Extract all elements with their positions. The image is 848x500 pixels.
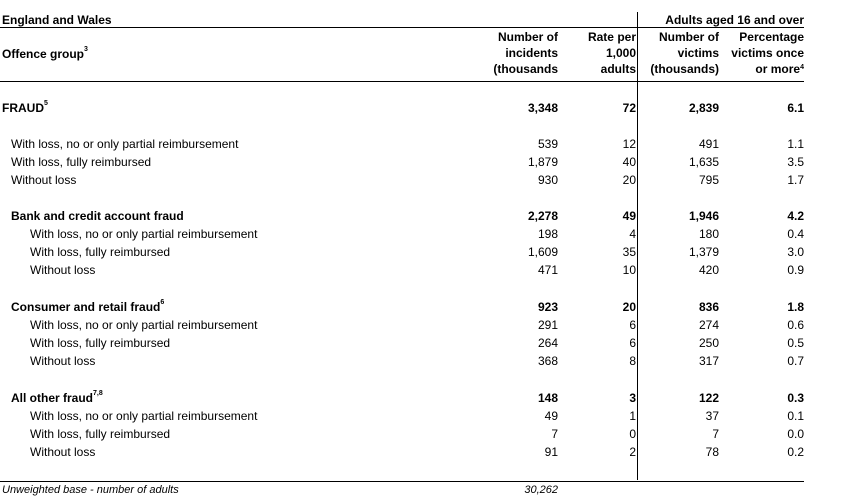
table-cell: 198 — [537, 227, 558, 241]
table-cell: 6 — [629, 336, 636, 350]
table-cell: 91 — [544, 445, 558, 459]
row-label — [30, 409, 257, 423]
row-label-text: With loss, fully reimbursed — [30, 245, 171, 259]
table-cell: 4.2 — [787, 209, 804, 223]
table-cell: 78 — [705, 445, 719, 459]
footnote-marker: 5 — [44, 100, 48, 107]
table-cell: 368 — [537, 354, 558, 368]
row-label — [30, 318, 257, 332]
row-label — [30, 354, 95, 368]
table-cell: 1.7 — [787, 173, 804, 187]
rate-header: Rate per 1,000 adults — [587, 30, 636, 76]
table-cell: 1,879 — [527, 155, 558, 169]
row-label — [30, 245, 170, 259]
top-rule — [0, 27, 804, 28]
footnote-marker: 6 — [160, 299, 165, 306]
table-cell: 836 — [698, 300, 719, 314]
row-label — [2, 101, 48, 115]
footnote-marker: 7,8 — [93, 390, 103, 397]
table-cell: 923 — [537, 300, 558, 314]
row-label — [11, 173, 76, 187]
row-label — [30, 336, 170, 350]
row-label — [11, 137, 238, 151]
table-cell: 1,609 — [527, 245, 558, 259]
table-cell: 122 — [698, 391, 719, 405]
row-label — [30, 427, 170, 441]
table-cell: 20 — [622, 173, 636, 187]
row-label-text: With loss, no or only partial reimbursement — [30, 318, 258, 332]
table-cell: 471 — [537, 263, 558, 277]
footer-label: Unweighted base - number of adults — [2, 484, 179, 496]
table-cell: 0.4 — [787, 227, 804, 241]
table-cell: 1,635 — [688, 155, 719, 169]
row-label — [30, 227, 257, 241]
table-cell: 49 — [622, 209, 636, 223]
table-cell: 72 — [622, 101, 636, 115]
row-label-text: Without loss — [11, 173, 77, 187]
table-cell: 0.7 — [787, 354, 804, 368]
table-cell: 0.3 — [787, 391, 804, 405]
adults-span-label: Adults aged 16 and over — [665, 13, 804, 27]
table-cell: 1 — [629, 409, 636, 423]
table-cell: 0.9 — [787, 263, 804, 277]
table-cell: 0.2 — [787, 445, 804, 459]
table-cell: 37 — [705, 409, 719, 423]
table-cell: 35 — [622, 245, 636, 259]
row-label-text: All other fraud — [11, 391, 94, 405]
table-cell: 6.1 — [787, 101, 804, 115]
table-cell: 491 — [698, 137, 719, 151]
row-label — [11, 300, 164, 314]
table-cell: 1,379 — [688, 245, 719, 259]
victims-header: Number of victims (thousands) — [650, 30, 719, 76]
table-cell: 180 — [698, 227, 719, 241]
offence-group-header: Offence group$^3$ — [2, 46, 88, 61]
table-cell: 12 — [622, 137, 636, 151]
row-label — [30, 263, 95, 277]
row-label — [30, 445, 95, 459]
table-cell: 4 — [629, 227, 636, 241]
table-cell: 0.1 — [787, 409, 804, 423]
table-cell: 0 — [629, 427, 636, 441]
table-cell: 3.5 — [787, 155, 804, 169]
incidents-header: Number of incidents (thousands — [493, 30, 558, 76]
table-cell: 420 — [698, 263, 719, 277]
table-cell: 539 — [537, 137, 558, 151]
table-cell: 49 — [544, 409, 558, 423]
row-label-text: Without loss — [30, 263, 96, 277]
table-cell: 3.0 — [787, 245, 804, 259]
table-cell: 291 — [537, 318, 558, 332]
table-cell: 7 — [712, 427, 719, 441]
table-cell: 2,839 — [688, 101, 719, 115]
table-cell: 2 — [629, 445, 636, 459]
table-cell: 250 — [698, 336, 719, 350]
table-cell: 7 — [551, 427, 558, 441]
table-cell: 264 — [537, 336, 558, 350]
footer-rule — [0, 481, 804, 482]
region-title: England and Wales — [2, 13, 112, 27]
row-label-text: With loss, fully reimbursed — [30, 336, 171, 350]
table-cell: 148 — [537, 391, 558, 405]
table-cell: 1.1 — [787, 137, 804, 151]
row-label-text: With loss, no or only partial reimbursement — [30, 227, 258, 241]
table-cell: 1,946 — [688, 209, 719, 223]
row-label-text: With loss, no or only partial reimbursement — [11, 137, 239, 151]
table-cell: 3,348 — [527, 101, 558, 115]
row-label — [11, 209, 184, 223]
footer-value: 30,262 — [524, 484, 558, 496]
row-label-text: Without loss — [30, 354, 96, 368]
table-cell: 20 — [622, 300, 636, 314]
table-cell: 795 — [698, 173, 719, 187]
table-cell: 8 — [629, 354, 636, 368]
row-label-text: With loss, fully reimbursed — [30, 427, 171, 441]
row-label-text: With loss, fully reimbursed — [11, 155, 152, 169]
row-label-text: With loss, no or only partial reimbursement — [30, 409, 258, 423]
row-label — [11, 391, 103, 405]
table-cell: 0.6 — [787, 318, 804, 332]
header-rule — [0, 81, 804, 82]
row-label-text: Without loss — [30, 445, 96, 459]
table-cell: 930 — [537, 173, 558, 187]
table-cell: 3 — [629, 391, 636, 405]
table-cell: 6 — [629, 318, 636, 332]
table-cell: 10 — [622, 263, 636, 277]
table-cell: 274 — [698, 318, 719, 332]
row-label-text: Consumer and retail fraud — [11, 300, 161, 314]
table-cell: 40 — [622, 155, 636, 169]
percentage-header: Percentage victims once or more$^4$ — [731, 30, 804, 76]
row-label-text: FRAUD — [2, 101, 44, 115]
table-cell: 317 — [698, 354, 719, 368]
table-cell: 1.8 — [787, 300, 804, 314]
table-cell: 0.0 — [787, 427, 804, 441]
row-label — [11, 155, 151, 169]
table-cell: 0.5 — [787, 336, 804, 350]
row-label-text: Bank and credit account fraud — [11, 209, 184, 223]
table-cell: 2,278 — [527, 209, 558, 223]
